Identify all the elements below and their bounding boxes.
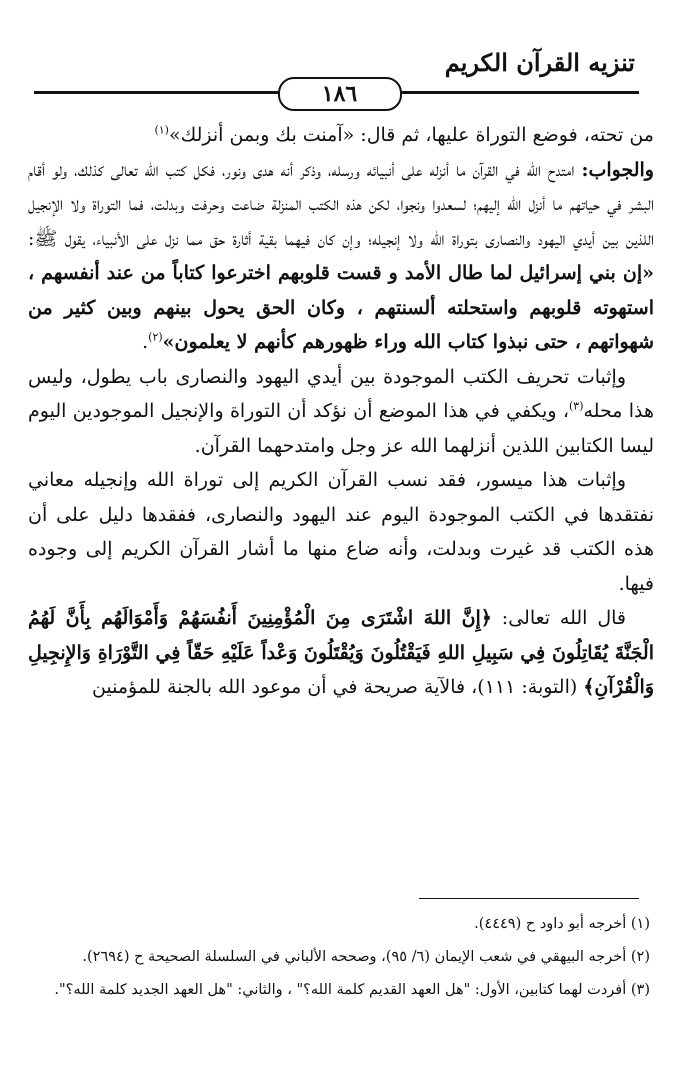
footnote-1: (١) أخرجه أبو داود ح (٤٤٤٩). <box>474 916 650 932</box>
paragraph-2: والجواب: امتدح الله في القرآن ما أنزله على أنبيائه ورسله، وذكر أنه هدى ونور، فكل كتب الله تعالى كذلك، ولو أقام البشر في حياتهم ما أنزل الله إليهم؛ لسعدوا ونجوا، لكن هذه الكتب المنزلة ضاعت وحرفت وبدلت، فما التوراة ولا الإنجيل اللذين بين أيدي اليهود والنصارى بتوراة الله ولا إنجيله؛ وإن كان فيهما بقية أثارة حق مما نزل على الأنبياء، يقول ﷺ: «إن بني إسرائيل لما طال الأمد و قست قلوبهم اخترعوا كتاباً من عند أنفسهم ، استهوته قلوبهم واستحلته ألسنتهم ، وكان الحق يحول بينهم وبين كثير من شهواتهم ، حتى نبذوا كتاب الله وراء ظهورهم كأنهم لا يعلمون»$^{(٢)}$. <box>28 158 654 353</box>
page-number: ١٨٦ <box>278 77 402 111</box>
answer-lead: والجواب: <box>581 158 654 181</box>
paragraph-3: وإثبات تحريف الكتب الموجودة بين أيدي اليهود والنصارى باب يطول، وليس هذا محله$^{(٣)}$، ويكفي في هذا الموضع أن نؤكد أن التوراة والإنجيل الموجودين اليوم ليسا الكتابين اللذين أنزلهما الله عز وجل وامتدحهما القرآن. <box>28 365 654 457</box>
page-header <box>0 0 679 120</box>
footnote-ref-2[interactable]: (٢) <box>148 330 163 344</box>
footnote-ref-1[interactable]: (١) <box>154 123 169 137</box>
running-title: تنزيه القرآن الكريم <box>444 48 635 77</box>
paragraph-5: قال الله تعالى: ﴿إِنَّ اللهَ اشْتَرَى مِنَ الْمُؤْمِنِينَ أَنفُسَهُمْ وَأَمْوَالَهُم بِأَنَّ لَهُمُ الْجَنَّةَ يُقَاتِلُونَ فِي سَبِيلِ اللهِ فَيَقْتُلُونَ وَيُقْتَلُونَ وَعْداً عَلَيْهِ حَقّاً فِي التَّوْرَاةِ وَالإِنجِيلِ وَالْقُرْآنِ﴾ (التوبة: ١١١)، فالآية صريحة في أن موعود الله بالجنة للمؤمنين <box>28 607 654 698</box>
footnote-ref-3[interactable]: (٣) <box>568 399 584 413</box>
page-body <box>28 118 654 705</box>
footnote-rule <box>419 898 639 899</box>
footnotes <box>28 908 650 1007</box>
footnote-3: (٣) أفردت لهما كتابين، الأول: "هل العهد القديم كلمة الله؟" ، والثاني: "هل العهد الجديد كلمة الله؟". <box>54 982 650 998</box>
quran-verse: ﴿إِنَّ اللهَ اشْتَرَى مِنَ الْمُؤْمِنِينَ أَنفُسَهُمْ وَأَمْوَالَهُم بِأَنَّ لَهُمُ الْجَنَّةَ يُقَاتِلُونَ فِي سَبِيلِ اللهِ فَيَقْتُلُونَ وَيُقْتَلُونَ وَعْداً عَلَيْهِ حَقّاً فِي التَّوْرَاةِ وَالإِنجِيلِ وَالْقُرْآنِ﴾ <box>28 607 654 698</box>
footnote-2: (٢) أخرجه البيهقي في شعب الإيمان (٦/ ٩٥)، وصححه الألباني في السلسلة الصحيحة ح (٢٦٩٤). <box>82 949 650 965</box>
hadith-quote: «إن بني إسرائيل لما طال الأمد و قست قلوبهم اخترعوا كتاباً من عند أنفسهم ، استهوته قلوبهم واستحلته ألسنتهم ، وكان الحق يحول بينهم وبين كثير من شهواتهم ، حتى نبذوا كتاب الله وراء ظهورهم كأنهم لا يعلمون» <box>28 262 654 353</box>
paragraph-1: من تحته، فوضع التوراة عليها، ثم قال: «آمنت بك وبمن أنزلك»$^{(١)}$ <box>154 123 654 146</box>
paragraph-4: وإثبات هذا ميسور، فقد نسب القرآن الكريم إلى توراة الله وإنجيله معاني نفتقدها في الكتب الموجودة اليوم عند اليهود والنصارى، ففقدها دليل على أن هذه الكتب قد غيرت وبدلت، وأنه ضاع منها ما أشار القرآن الكريم إلى وجوده فيها. <box>28 469 654 595</box>
